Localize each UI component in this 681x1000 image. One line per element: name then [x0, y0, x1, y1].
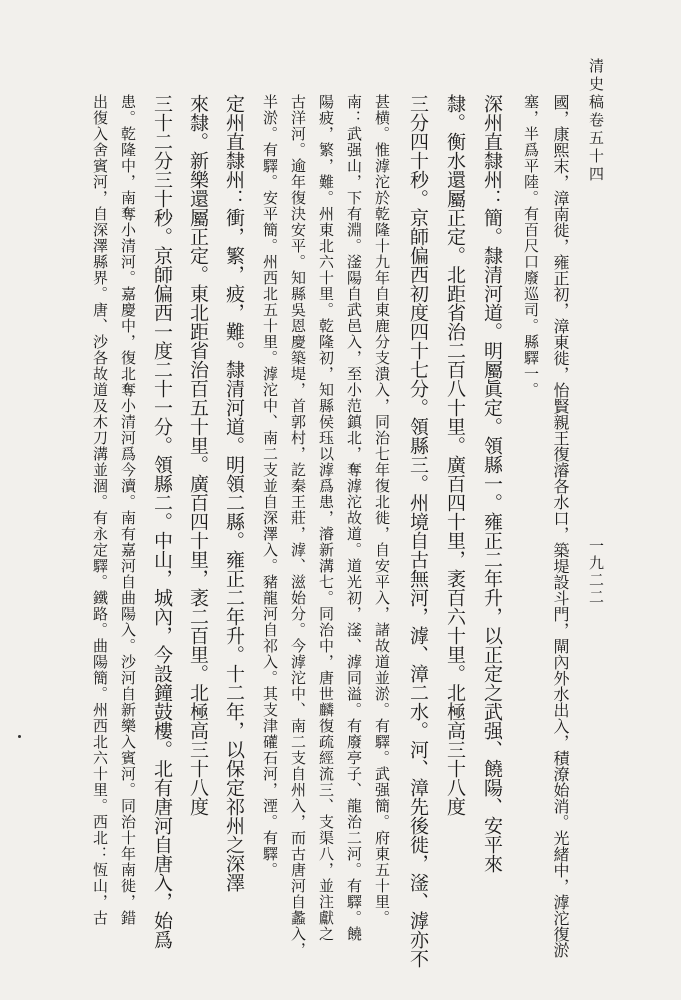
text-column-10: 半淤。有驛。安平簡。州西北五十里。滹沱中、南二支並自深澤入。豬龍河自祁入。其支津礶石河，湮。有驛。: [261, 94, 279, 878]
text-column-7: 南：武强山，下有淵。滏陽自武邑入，至小范鎮北，奪滹沱故道。道光初，滏、滹同溢。有廢亭子、龍治二河。有驛。饒: [345, 94, 363, 942]
text-column-1: 國，康熙末，漳南徙，雍正初，漳東徙，怡賢親王復濬各水口，築堤設斗門，閘內外水出入，積潦始消。光緒中，滹沱復淤: [551, 94, 570, 958]
running-title: 清史稿卷五十四: [587, 58, 605, 184]
text-column-14: 患。乾隆中，南奪小清河。嘉慶中，復北奪小清河爲今瀆。南有嘉河自曲陽入。沙河自新樂入賓河。同治十年南徙，錯: [119, 94, 137, 926]
text-column-3: 深州直隸州：簡。隸清河道。明屬眞定。領縣一。雍正二年升，以正定之武强、饒陽、安平來: [481, 94, 503, 873]
page-number: 一九二二: [587, 538, 605, 606]
text-column-4: 隸。衡水還屬正定。北距省治二百八十里。廣百四十里，袤百六十里。北極高三十八度: [444, 94, 466, 816]
text-column-5: 三分四十秒。京師偏西初度四十七分。領縣三。州境自古無河，滹、漳二水。河、漳先後徙，滏、滹亦不: [407, 94, 429, 968]
text-column-2: 塞，半爲平陸。有百尺口廢巡司。縣驛一。: [522, 94, 540, 398]
text-column-9: 古洋河。逾年復決安平。知縣吳恩慶築堤，首郭村，訖秦王莊，滹、滋始分。今滹沱中、南二支自州入，而古唐河自蠡入，: [289, 94, 307, 958]
text-column-13: 三十二分三十秒。京師偏西一度二十一分。領縣二。中山，城內，今設鐘鼓樓。北有唐河自唐入，始爲: [151, 94, 173, 949]
text-column-12: 來隸。新樂還屬正定。東北距省治百五十里。廣百四十里，袤二百里。北極高三十八度: [187, 94, 209, 816]
text-column-8: 陽疲，繁，難。州東北六十里。乾隆初，知縣侯珏以滹爲患，濬新溝七。同治中，唐世麟復疏經流三、支渠八，並注獻之: [317, 94, 335, 942]
ink-speck: [18, 735, 21, 738]
text-column-6: 甚横。惟滹沱於乾隆十九年自東鹿分支潰入，同治七年復北徙，自安平入，諸故道並淤。有驛。武强簡。府東五十里。: [373, 94, 391, 926]
text-column-15: 出復入舍賓河，自深澤縣界。唐、沙各故道及木刀溝並涸。有永定驛。鐵路。曲陽簡。州西北六十里。西北：恆山，古: [91, 94, 109, 926]
text-column-11: 定州直隸州：衝，繁，疲，難。隸清河道。明領二縣。雍正二年升。十二年，以保定祁州之深澤: [223, 94, 245, 892]
